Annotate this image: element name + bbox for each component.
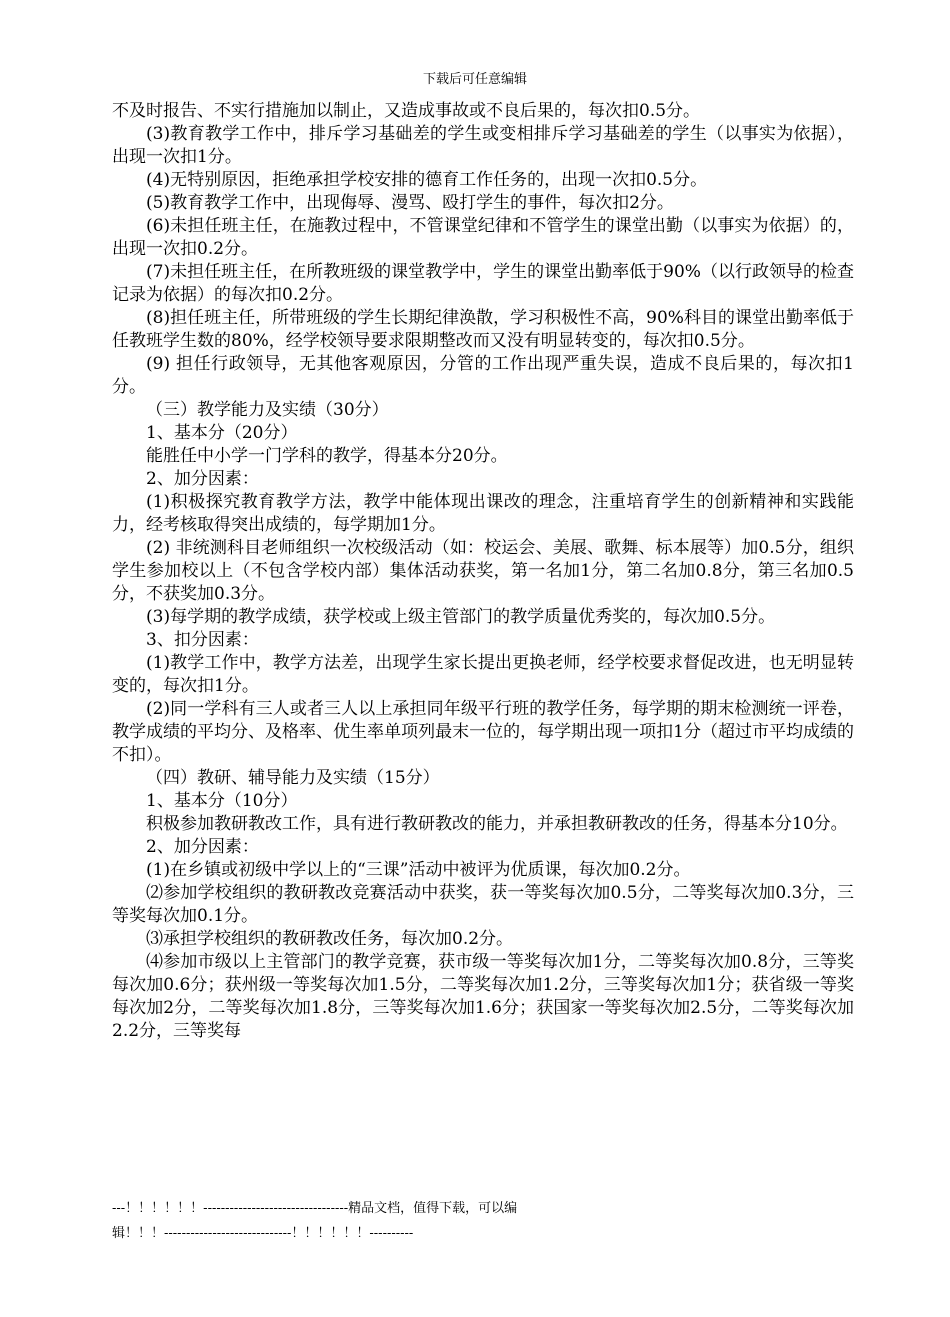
paragraph: 积极参加教研教改工作，具有进行教研教改的能力，并承担教研教改的任务，得基本分10分。 bbox=[146, 814, 848, 834]
section-heading: （四）教研、辅导能力及实绩（15分） bbox=[146, 768, 440, 788]
subsection-heading: 2、加分因素： bbox=[146, 837, 259, 857]
subsection-heading: 1、基本分（10分） bbox=[146, 791, 298, 811]
subsection-heading: 1、基本分（20分） bbox=[146, 423, 298, 443]
page-footer bbox=[112, 1196, 632, 1246]
paragraph: 不及时报告、不实行措施加以制止，又造成事故或不良后果的，每次扣0.5分。 bbox=[112, 101, 701, 121]
document-body bbox=[112, 100, 854, 1043]
paragraph: (3)教育教学工作中，排斥学习基础差的学生或变相排斥学习基础差的学生（以事实为依据），出现一次扣1分。 bbox=[112, 124, 854, 167]
paragraph: (1)积极探究教育教学方法，教学中能体现出课改的理念，注重培育学生的创新精神和实践能力，经考核取得突出成绩的，每学期加1分。 bbox=[112, 492, 854, 535]
paragraph: (9) 担任行政领导，无其他客观原因，分管的工作出现严重失误，造成不良后果的，每次扣1分。 bbox=[112, 354, 854, 397]
footer-line-2: 辑！！！-----------------------------！！！！！！---------- bbox=[112, 1226, 414, 1241]
paragraph: (1)在乡镇或初级中学以上的“三课”活动中被评为优质课，每次加0.2分。 bbox=[146, 860, 691, 880]
subsection-heading: 2、加分因素： bbox=[146, 469, 259, 489]
section-heading: （三）教学能力及实绩（30分） bbox=[146, 400, 389, 420]
paragraph: 能胜任中小学一门学科的教学，得基本分20分。 bbox=[146, 446, 508, 466]
paragraph: ⑷参加市级以上主管部门的教学竞赛，获市级一等奖每次加1分，二等奖每次加0.8分，三等奖每次加0.6分；获州级一等奖每次加1.5分，二等奖每次加1.2分，三等奖每次加1分；获省级一等奖每次加2分，二等奖每次加1.8分，三等奖每次加1.6分；获国家一等奖每次加2.5分，二等奖每次加2.2分，三等奖每 bbox=[112, 952, 854, 1041]
paragraph: (3)每学期的教学成绩，获学校或上级主管部门的教学质量优秀奖的，每次加0.5分。 bbox=[146, 607, 776, 627]
footer-line-1: ---！！！！！！---------------------------------精品文档，值得下载，可以编 bbox=[112, 1201, 518, 1216]
paragraph: (4)无特别原因，拒绝承担学校安排的德育工作任务的，出现一次扣0.5分。 bbox=[146, 170, 708, 190]
paragraph: (6)未担任班主任，在施教过程中，不管课堂纪律和不管学生的课堂出勤（以事实为依据）的，出现一次扣0.2分。 bbox=[112, 216, 854, 259]
paragraph: (2) 非统测科目老师组织一次校级活动（如：校运会、美展、歌舞、标本展等）加0.5分，组织学生参加校以上（不包含学校内部）集体活动获奖，第一名加1分，第二名加0.8分，第三名加0.5分，不获奖加0.3分。 bbox=[112, 538, 854, 604]
paragraph: (7)未担任班主任，在所教班级的课堂教学中，学生的课堂出勤率低于90%（以行政领导的检查记录为依据）的每次扣0.2分。 bbox=[112, 262, 854, 305]
paragraph: (1)教学工作中，教学方法差，出现学生家长提出更换老师，经学校要求督促改进，也无明显转变的，每次扣1分。 bbox=[112, 653, 854, 696]
subsection-heading: 3、扣分因素： bbox=[146, 630, 259, 650]
paragraph: (8)担任班主任，所带班级的学生长期纪律涣散，学习积极性不高，90%科目的课堂出勤率低于任教班学生数的80%，经学校领导要求限期整改而又没有明显转变的，每次扣0.5分。 bbox=[112, 308, 854, 351]
paragraph: (5)教育教学工作中，出现侮辱、漫骂、殴打学生的事件，每次扣2分。 bbox=[146, 193, 674, 213]
paragraph: ⑶承担学校组织的教研教改任务，每次加0.2分。 bbox=[146, 929, 514, 949]
paragraph: (2)同一学科有三人或者三人以上承担同年级平行班的教学任务，每学期的期末检测统一评卷，教学成绩的平均分、及格率、优生率单项列最末一位的，每学期出现一项扣1分（超过市平均成绩的不扣）。 bbox=[112, 699, 854, 765]
page-header: 下载后可任意编辑 bbox=[422, 72, 527, 87]
paragraph: ⑵参加学校组织的教研教改竞赛活动中获奖，获一等奖每次加0.5分，二等奖每次加0.3分，三等奖每次加0.1分。 bbox=[112, 883, 854, 926]
